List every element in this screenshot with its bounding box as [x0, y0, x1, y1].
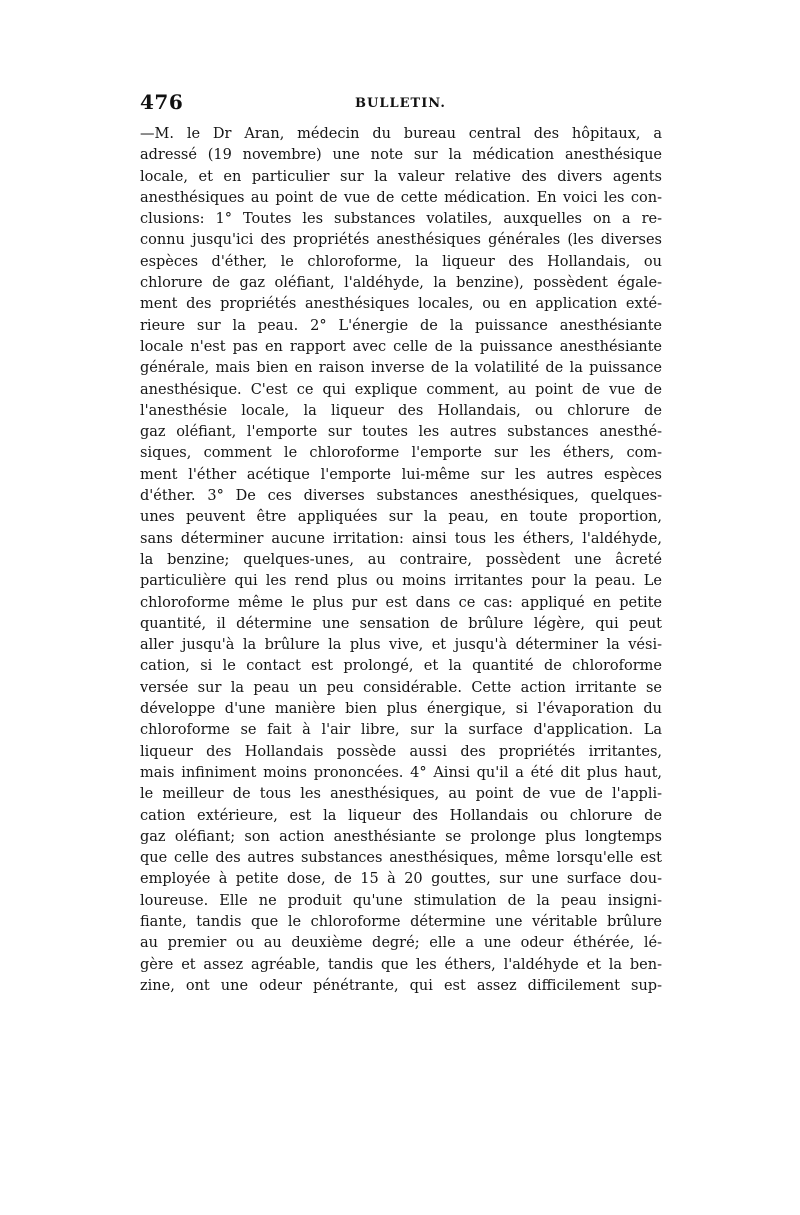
text-line: fiante, tandis que le chloroforme détermine une véritable brûlure	[140, 913, 662, 930]
text-line: —M. le Dr Aran, médecin du bureau central des hôpitaux, a	[140, 126, 662, 142]
page-header	[140, 90, 662, 124]
text-line: loureuse. Elle ne produit qu'une stimulation de la peau insigni-	[140, 892, 662, 909]
text-line: aller jusqu'à la brûlure la plus vive, et jusqu'à déterminer la vési-	[140, 637, 662, 654]
text-line: sans déterminer aucune irritation: ainsi tous les éthers, l'aldéhyde,	[140, 530, 662, 547]
text-line: gaz oléfiant, l'emporte sur toutes les autres substances anesthé-	[140, 424, 662, 441]
text-line: gaz oléfiant; son action anesthésiante se prolonge plus longtemps	[140, 828, 662, 845]
page-number: 476	[140, 90, 184, 114]
text-line: que celle des autres substances anesthésiques, même lorsqu'elle est	[140, 850, 662, 867]
text-line: liqueur des Hollandais possède aussi des propriétés irritantes,	[140, 743, 662, 760]
text-line: chloroforme se fait à l'air libre, sur la surface d'application. La	[140, 722, 662, 739]
text-line: espèces d'éther, le chloroforme, la liqueur des Hollandais, ou	[140, 253, 662, 270]
text-line: locale, et en particulier sur la valeur relative des divers agents	[140, 168, 662, 185]
text-line: chloroforme même le plus pur est dans ce cas: appliqué en petite	[140, 594, 662, 611]
text-line: clusions: 1° Toutes les substances volatiles, auxquelles on a re-	[140, 211, 662, 228]
text-line: connu jusqu'ici des propriétés anesthésiques générales (les diverses	[140, 232, 662, 249]
text-line: locale n'est pas en rapport avec celle de la puissance anesthésiante	[140, 338, 662, 355]
text-line: particulière qui les rend plus ou moins irritantes pour la peau. Le	[140, 573, 662, 590]
text-line: adressé (19 novembre) une note sur la médication anesthésique	[140, 147, 662, 164]
text-line: unes peuvent être appliquées sur la peau, en toute proportion,	[140, 509, 662, 526]
text-line: chlorure de gaz oléfiant, l'aldéhyde, la benzine), possèdent égale-	[140, 275, 662, 292]
text-line: versée sur la peau un peu considérable. Cette action irritante se	[140, 679, 662, 696]
text-line: développe d'une manière bien plus énergique, si l'évaporation du	[140, 701, 662, 718]
text-line: zine, ont une odeur pénétrante, qui est assez difficilement sup-	[140, 977, 662, 994]
body-paragraph	[140, 124, 662, 997]
text-line: anesthésique. C'est ce qui explique comment, au point de vue de	[140, 381, 662, 398]
text-line: mais infiniment moins prononcées. 4° Ainsi qu'il a été dit plus haut,	[140, 764, 662, 781]
text-line: cation, si le contact est prolongé, et la quantité de chloroforme	[140, 658, 662, 675]
text-line: cation extérieure, est la liqueur des Hollandais ou chlorure de	[140, 807, 662, 824]
text-line: d'éther. 3° De ces diverses substances anesthésiques, quelques-	[140, 488, 662, 505]
text-line: rieure sur la peau. 2° L'énergie de la puissance anesthésiante	[140, 317, 662, 334]
text-line: employée à petite dose, de 15 à 20 gouttes, sur une surface dou-	[140, 871, 662, 888]
text-line: gère et assez agréable, tandis que les éthers, l'aldéhyde et la ben-	[140, 956, 662, 973]
text-line: anesthésiques au point de vue de cette médication. En voici les con-	[140, 189, 662, 206]
text-line: le meilleur de tous les anesthésiques, au point de vue de l'appli-	[140, 786, 662, 803]
text-line: quantité, il détermine une sensation de brûlure légère, qui peut	[140, 615, 662, 632]
text-line: l'anesthésie locale, la liqueur des Hollandais, ou chlorure de	[140, 402, 662, 419]
running-head: BULLETIN.	[355, 96, 446, 111]
text-line: siques, comment le chloroforme l'emporte sur les éthers, com-	[140, 445, 662, 462]
text-line: générale, mais bien en raison inverse de la volatilité de la puissance	[140, 360, 662, 377]
text-line: ment des propriétés anesthésiques locales, ou en application exté-	[140, 296, 662, 313]
text-line: la benzine; quelques-unes, au contraire, possèdent une âcreté	[140, 551, 662, 568]
text-line: au premier ou au deuxième degré; elle a une odeur éthérée, lé-	[140, 935, 662, 952]
text-line: ment l'éther acétique l'emporte lui-même sur les autres espèces	[140, 466, 662, 483]
